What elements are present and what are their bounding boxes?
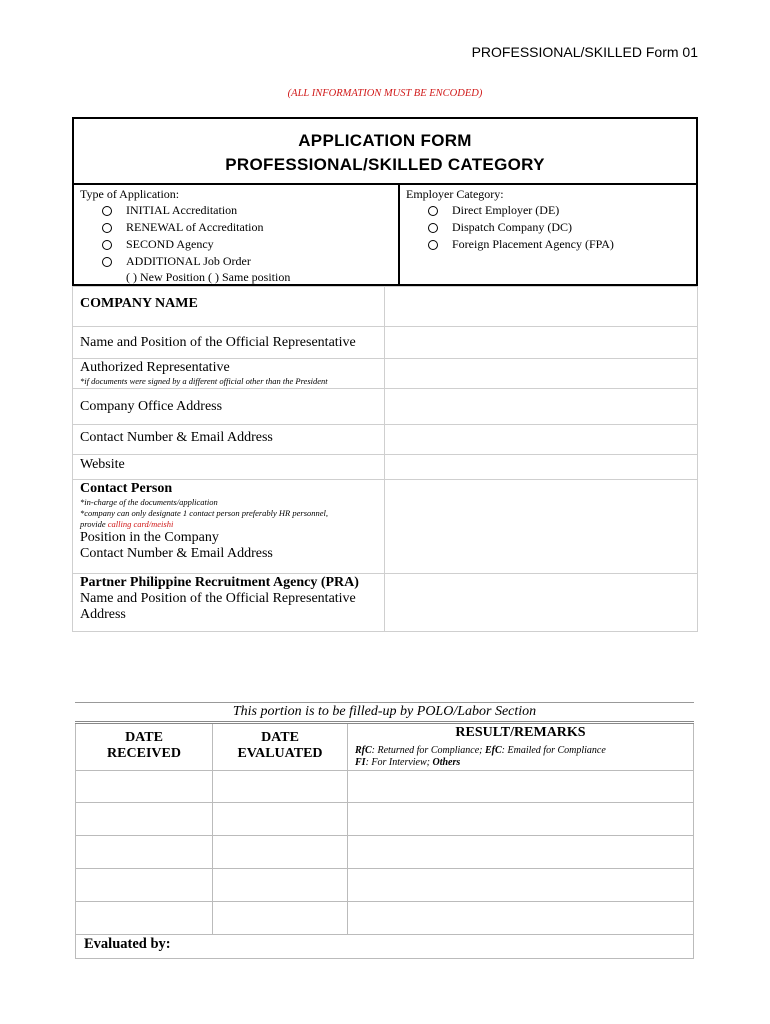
table-row xyxy=(76,771,694,803)
radio-circle-icon[interactable] xyxy=(102,257,112,267)
option-second-agency[interactable] xyxy=(102,236,392,253)
date-received-cell[interactable] xyxy=(76,803,213,836)
result-remarks-cell[interactable] xyxy=(348,836,694,869)
position-sub-option[interactable]: ( ) New Position ( ) Same position xyxy=(126,270,291,284)
legend-efc-text: : Emailed for Compliance xyxy=(501,745,606,756)
result-remarks-cell[interactable] xyxy=(348,869,694,902)
result-remarks-header xyxy=(348,723,694,771)
date-received-header xyxy=(76,723,213,771)
date-received-cell[interactable] xyxy=(76,836,213,869)
date-evaluated-cell[interactable] xyxy=(213,803,348,836)
table-row xyxy=(73,425,698,455)
contact-person-field[interactable] xyxy=(385,480,698,574)
legend-fi-text: : For Interview; xyxy=(365,757,433,768)
employer-category-section xyxy=(400,185,696,286)
employer-category-label: Employer Category: xyxy=(406,187,504,201)
contact-note-2: *company can only designate 1 contact person preferably HR personnel, xyxy=(80,508,329,518)
pra-field[interactable] xyxy=(385,574,698,632)
option-label: SECOND Agency xyxy=(126,237,214,251)
option-foreign-placement-agency[interactable] xyxy=(428,236,690,253)
office-address-label: Company Office Address xyxy=(73,389,385,425)
title-line-1: APPLICATION FORM xyxy=(298,131,472,150)
date-evaluated-header xyxy=(213,723,348,771)
pra-cell xyxy=(73,574,385,632)
radio-circle-icon[interactable] xyxy=(428,206,438,216)
radio-circle-icon[interactable] xyxy=(428,240,438,250)
website-label: Website xyxy=(73,455,385,480)
date-received-cell[interactable] xyxy=(76,771,213,803)
table-row xyxy=(76,869,694,902)
official-rep-field[interactable] xyxy=(385,327,698,359)
authorized-rep-cell xyxy=(73,359,385,389)
authorized-rep-field[interactable] xyxy=(385,359,698,389)
contact-note-3 xyxy=(80,519,377,530)
radio-circle-icon[interactable] xyxy=(102,240,112,250)
radio-circle-icon[interactable] xyxy=(102,223,112,233)
option-initial[interactable] xyxy=(102,202,392,219)
date-evaluated-cell[interactable] xyxy=(213,836,348,869)
date-received-label: DATE RECEIVED xyxy=(107,730,181,761)
table-row xyxy=(76,836,694,869)
table-row xyxy=(73,574,698,632)
option-label: RENEWAL of Accreditation xyxy=(126,220,264,234)
result-remarks-cell[interactable] xyxy=(348,803,694,836)
authorized-rep-note: *if documents were signed by a different official other than the President xyxy=(80,376,328,386)
official-rep-label: Name and Position of the Official Representative xyxy=(73,327,385,359)
option-direct-employer[interactable] xyxy=(428,202,690,219)
application-type-section xyxy=(74,185,400,286)
table-row xyxy=(73,389,698,425)
table-header-row xyxy=(76,723,694,771)
polo-section xyxy=(75,702,694,959)
form-title xyxy=(74,119,696,185)
date-evaluated-cell[interactable] xyxy=(213,869,348,902)
table-row xyxy=(73,480,698,574)
result-remarks-cell[interactable] xyxy=(348,902,694,935)
pra-address-label: Address xyxy=(80,607,126,622)
contact-note-3-prefix: provide xyxy=(80,519,108,529)
evaluated-by-row xyxy=(76,935,694,959)
company-info-table xyxy=(72,286,698,632)
application-header-box xyxy=(72,117,698,286)
encoding-notice: (ALL INFORMATION MUST BE ENCODED) xyxy=(287,88,483,99)
option-label: INITIAL Accreditation xyxy=(126,203,238,217)
date-evaluated-cell[interactable] xyxy=(213,771,348,803)
pra-rep-label: Name and Position of the Official Representative xyxy=(80,591,356,606)
legend-fi: FI xyxy=(355,757,366,768)
evaluated-by-label[interactable]: Evaluated by: xyxy=(76,935,694,959)
table-row xyxy=(76,803,694,836)
radio-circle-icon[interactable] xyxy=(102,206,112,216)
option-renewal[interactable] xyxy=(102,219,392,236)
option-label: Direct Employer (DE) xyxy=(452,203,560,217)
types-row xyxy=(74,185,696,286)
contact-email-field[interactable] xyxy=(385,425,698,455)
contact-email-label: Contact Number & Email Address xyxy=(73,425,385,455)
position-company-label: Position in the Company xyxy=(80,530,219,545)
title-line-2: PROFESSIONAL/SKILLED CATEGORY xyxy=(225,155,545,174)
option-additional-job-order[interactable] xyxy=(102,253,392,270)
company-name-field[interactable] xyxy=(385,287,698,327)
option-label: ADDITIONAL Job Order xyxy=(126,254,251,268)
option-dispatch-company[interactable] xyxy=(428,219,690,236)
legend-others: Others xyxy=(432,757,461,768)
legend-rfc-text: : Returned for Compliance; xyxy=(371,745,485,756)
radio-circle-icon[interactable] xyxy=(428,223,438,233)
contact-email-2-label: Contact Number & Email Address xyxy=(80,546,273,561)
table-row xyxy=(73,327,698,359)
company-name-label: COMPANY NAME xyxy=(73,287,385,327)
application-type-label: Type of Application: xyxy=(80,187,180,201)
table-row xyxy=(73,287,698,327)
legend-efc: EfC xyxy=(484,745,502,756)
form-number: PROFESSIONAL/SKILLED Form 01 xyxy=(471,44,698,60)
date-received-cell[interactable] xyxy=(76,869,213,902)
polo-caption: This portion is to be filled-up by POLO/Labor Section xyxy=(75,702,694,721)
contact-person-label: Contact Person xyxy=(80,481,173,496)
contact-person-cell xyxy=(73,480,385,574)
option-label: Foreign Placement Agency (FPA) xyxy=(452,237,614,251)
date-received-cell[interactable] xyxy=(76,902,213,935)
authorized-rep-label: Authorized Representative xyxy=(80,360,230,375)
polo-table xyxy=(75,721,694,959)
result-remarks-label: RESULT/REMARKS xyxy=(455,725,586,740)
calling-card-note: calling card/meishi xyxy=(107,519,174,529)
result-legend xyxy=(349,741,692,769)
pra-label: Partner Philippine Recruitment Agency (PRA) xyxy=(80,575,359,590)
table-row xyxy=(76,902,694,935)
option-label: Dispatch Company (DC) xyxy=(452,220,572,234)
office-address-field[interactable] xyxy=(385,389,698,425)
date-evaluated-cell[interactable] xyxy=(213,902,348,935)
table-row xyxy=(73,359,698,389)
contact-note-1: *in-charge of the documents/application xyxy=(80,497,218,507)
legend-rfc: RfC xyxy=(355,745,372,756)
result-remarks-cell[interactable] xyxy=(348,771,694,803)
date-evaluated-label: DATE EVALUATED xyxy=(237,730,323,761)
website-field[interactable] xyxy=(385,455,698,480)
table-row xyxy=(73,455,698,480)
